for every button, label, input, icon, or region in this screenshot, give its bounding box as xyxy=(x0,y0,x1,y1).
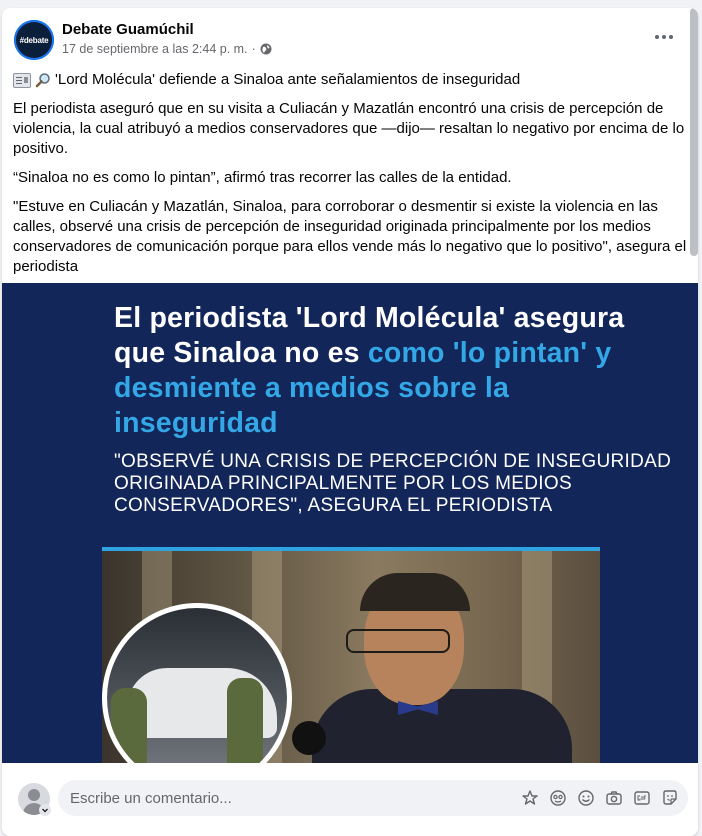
globe-icon xyxy=(260,43,272,55)
post-headline: 'Lord Molécula' defiende a Sinaloa ante señalamientos de inseguridad xyxy=(55,71,521,88)
avatar-logo-text: #debate xyxy=(19,35,49,45)
more-options-icon[interactable] xyxy=(652,30,676,44)
comment-box[interactable] xyxy=(58,780,688,816)
chevron-down-icon[interactable] xyxy=(39,804,51,816)
post-card xyxy=(2,8,698,836)
camera-icon[interactable] xyxy=(604,788,624,808)
comment-input[interactable] xyxy=(70,780,510,816)
post-meta xyxy=(62,42,272,56)
smile-sticker-icon[interactable] xyxy=(660,788,680,808)
post-timestamp[interactable]: 17 de septiembre a las 2:44 p. m. xyxy=(62,42,248,56)
emoji-icon[interactable] xyxy=(576,788,596,808)
newspaper-icon xyxy=(13,73,31,88)
image-title-white: El periodista 'Lord Molécula' asegura que Sinaloa no es xyxy=(114,302,625,369)
magnifier-icon xyxy=(35,72,51,88)
image-quote: "OBSERVÉ UNA CRISIS DE PERCEPCIÓN DE INSEGURIDAD ORIGINADA PRINCIPALMENTE POR LOS MEDIOS CONSERVADORES", ASEGURA EL PERIODISTA xyxy=(114,451,672,516)
text-scrollbar[interactable] xyxy=(690,8,698,256)
sticker-icon[interactable] xyxy=(520,788,540,808)
meta-separator: · xyxy=(251,42,256,56)
image-title xyxy=(114,301,674,441)
page-avatar[interactable] xyxy=(14,20,54,60)
post-image[interactable] xyxy=(2,283,698,763)
post-text xyxy=(13,70,688,286)
page-name[interactable]: Debate Guamúchil xyxy=(62,21,194,38)
comment-tools xyxy=(520,788,680,808)
post-paragraph: El periodista aseguró que en su visita a Culiacán y Mazatlán encontró una crisis de percepción de violencia, la cual atribuyó a medios conservadores que —dijo— resaltan lo negativo por encima de lo positivo. xyxy=(13,100,685,157)
post-paragraph: “Sinaloa no es como lo pintan”, afirmó tras recorrer las calles de la entidad. xyxy=(13,169,512,186)
comment-bar xyxy=(2,767,698,836)
image-title-blue: como 'lo pintan' y desmiente a medios sobre la inseguridad xyxy=(114,337,612,439)
post-header xyxy=(2,8,698,64)
post-paragraph: "Estuve en Culiacán y Mazatlán, Sinaloa, para corroborar o desmentir si existe la violencia en las calles, observé una crisis de percepción de inseguridad originada principalmente por los medios conservadores de comunicación porque para ellos vende más lo negativo que lo positivo", asegura el periodista xyxy=(13,198,687,275)
avatar-icon[interactable] xyxy=(548,788,568,808)
gif-icon[interactable] xyxy=(632,788,652,808)
post-headline-line xyxy=(13,70,688,90)
